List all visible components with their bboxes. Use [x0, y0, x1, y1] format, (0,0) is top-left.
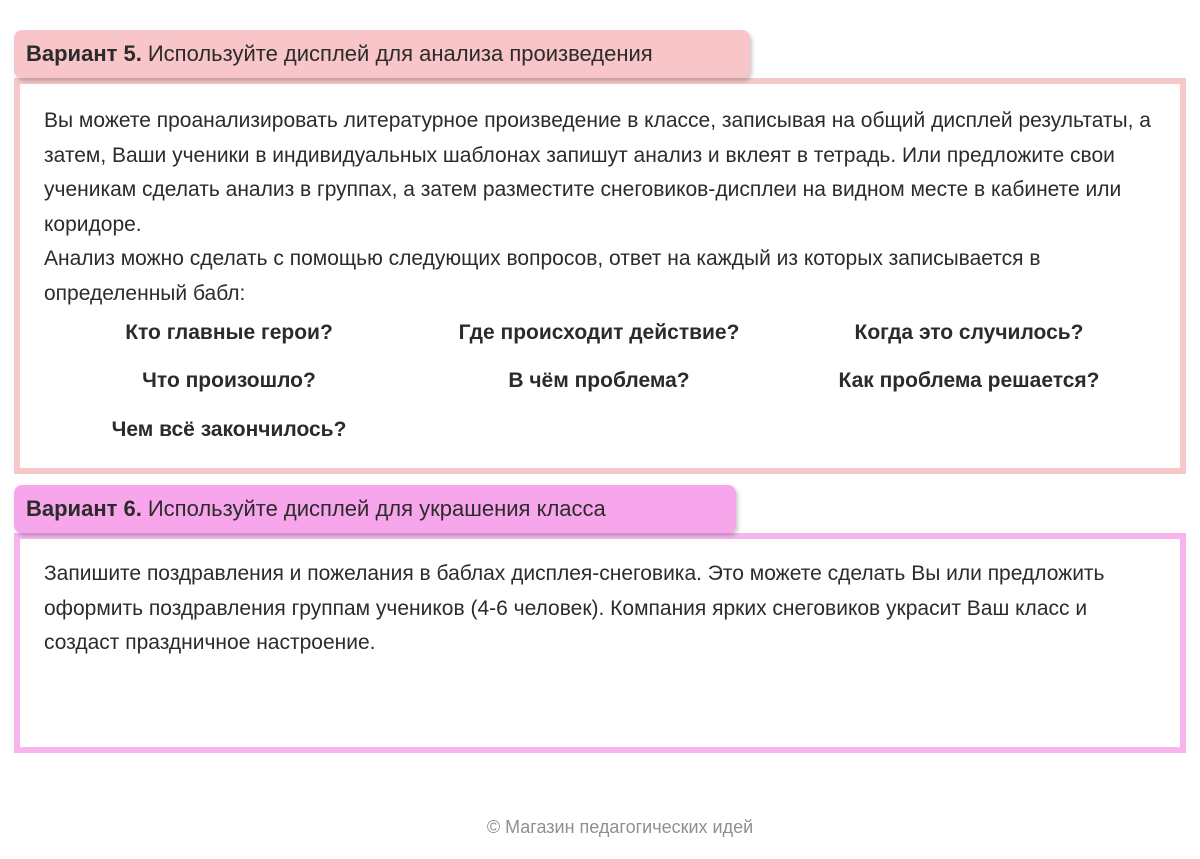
variant-5-section — [14, 30, 1186, 475]
variant-6-label: Вариант 6. — [26, 496, 142, 521]
variant-6-section — [14, 485, 1186, 755]
variant-6-paragraph: Запишите поздравления и пожелания в баблах дисплея-снеговика. Это можете сделать Вы или предложить оформить поздравления группам учеников (4-6 человек). Компания ярких снеговиков украсит Ваш класс и создаст праздничное настроение. — [44, 562, 1105, 654]
question-where: Где происходит действие? — [458, 321, 740, 344]
variant-6-box — [14, 533, 1186, 753]
question-what-happened: Что произошло? — [142, 369, 316, 392]
variant-5-paragraph-1: Вы можете проанализировать литературное произведение в классе, записывая на общий дисплей результаты, а затем, Ваши ученики в индивидуальных шаблонах запишут анализ и вклеят в тетрадь. Или предложите свои ученикам сделать анализ в группах, а затем разместите снеговиков-дисплеи на видном месте в кабинете или коридоре. — [44, 109, 1151, 236]
questions-grid — [44, 321, 1156, 471]
variant-5-label: Вариант 5. — [26, 41, 142, 66]
question-problem: В чём проблема? — [508, 369, 690, 392]
question-ending: Чем всё закончилось? — [111, 418, 347, 441]
variant-5-paragraph-2: Анализ можно сделать с помощью следующих вопросов, ответ на каждый из которых записывается в определенный бабл: — [44, 247, 1041, 305]
variant-5-box — [14, 78, 1186, 474]
variant-5-heading — [14, 30, 750, 78]
question-when: Когда это случилось? — [854, 321, 1084, 344]
question-main-heroes: Кто главные герои? — [125, 321, 333, 344]
question-solution: Как проблема решается? — [838, 369, 1100, 392]
variant-5-title: Используйте дисплей для анализа произведения — [147, 41, 653, 66]
variant-6-heading — [14, 485, 736, 533]
variant-6-title: Используйте дисплей для украшения класса — [147, 496, 606, 521]
footer-copyright: © Магазин педагогических идей — [486, 817, 754, 837]
